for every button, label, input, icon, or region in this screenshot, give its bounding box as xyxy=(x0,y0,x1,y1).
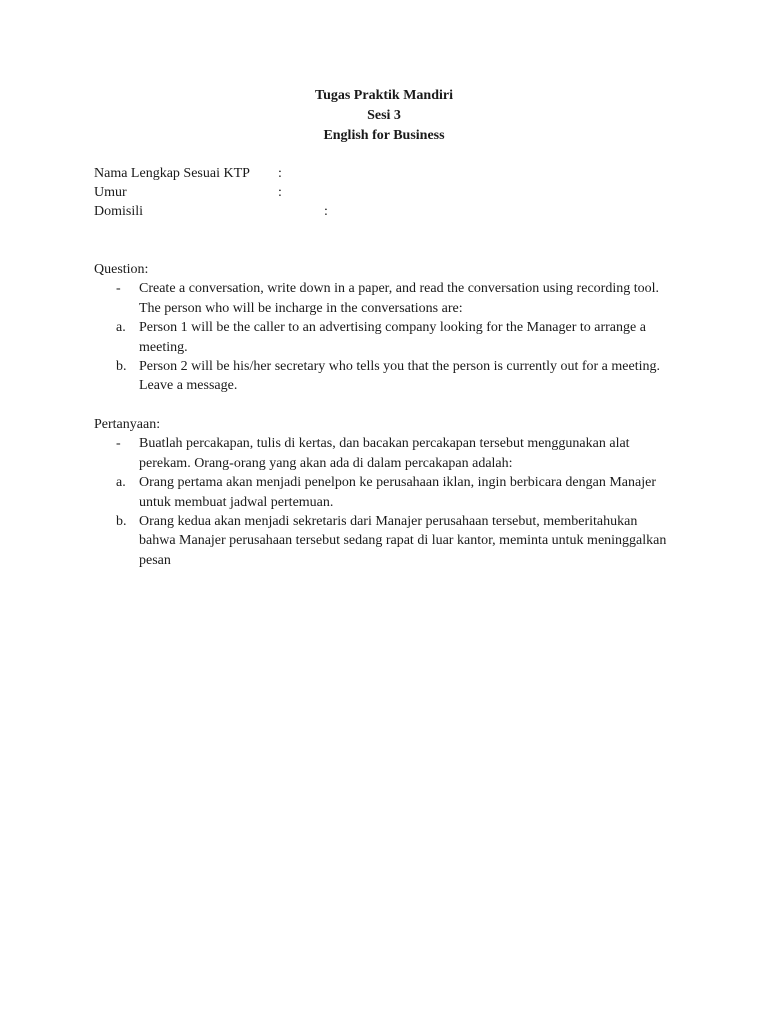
list-marker: a. xyxy=(116,320,126,336)
list-item-text: Create a conversation, write down in a paper, and read the conversation using recording tool. The person who will be incharge in the conversations are: xyxy=(139,281,659,316)
list-item-text: Person 1 will be the caller to an advertising company looking for the Manager to arrange a meeting. xyxy=(139,320,646,355)
list-item-text: Orang kedua akan menjadi sekretaris dari Manajer perusahaan tersebut, memberitahukan bahwa Manajer perusahaan tersebut sedang rapat di luar kantor, meminta untuk meninggalkan pesan xyxy=(139,514,667,568)
list-marker: - xyxy=(116,436,121,452)
field-colon: : xyxy=(278,185,282,200)
document-header xyxy=(0,86,768,146)
list-marker: b. xyxy=(116,359,127,375)
list-item xyxy=(94,434,674,473)
field-age xyxy=(94,183,282,202)
field-colon: : xyxy=(278,166,282,181)
session-label: Sesi 3 xyxy=(367,108,401,123)
document-title: Tugas Praktik Mandiri xyxy=(315,88,453,103)
field-label: Umur xyxy=(94,185,127,200)
list-item xyxy=(94,318,674,357)
list-item xyxy=(94,279,674,318)
list-item-text: Person 2 will be his/her secretary who tells you that the person is currently out for a meeting. Leave a message. xyxy=(139,359,660,394)
list-marker: a. xyxy=(116,475,126,491)
field-label: Nama Lengkap Sesuai KTP xyxy=(94,166,250,181)
field-domicile xyxy=(94,202,328,221)
list-item xyxy=(94,473,674,512)
question-title: Question: xyxy=(94,262,149,277)
list-item xyxy=(94,357,674,396)
pertanyaan-section xyxy=(94,415,674,570)
course-title: English for Business xyxy=(323,128,445,143)
list-marker: b. xyxy=(116,514,127,530)
pertanyaan-title: Pertanyaan: xyxy=(94,417,161,432)
list-item xyxy=(94,512,674,570)
field-full-name xyxy=(94,164,282,183)
list-marker: - xyxy=(116,281,121,297)
list-item-text: Buatlah percakapan, tulis di kertas, dan bacakan percakapan tersebut menggunakan alat perekam. Orang-orang yang akan ada di dalam percakapan adalah: xyxy=(139,436,630,471)
field-label: Domisili xyxy=(94,204,144,219)
question-section xyxy=(94,260,674,396)
list-item-text: Orang pertama akan menjadi penelpon ke perusahaan iklan, ingin berbicara dengan Manajer untuk membuat jadwal pertemuan. xyxy=(139,475,657,510)
field-colon: : xyxy=(324,204,328,219)
